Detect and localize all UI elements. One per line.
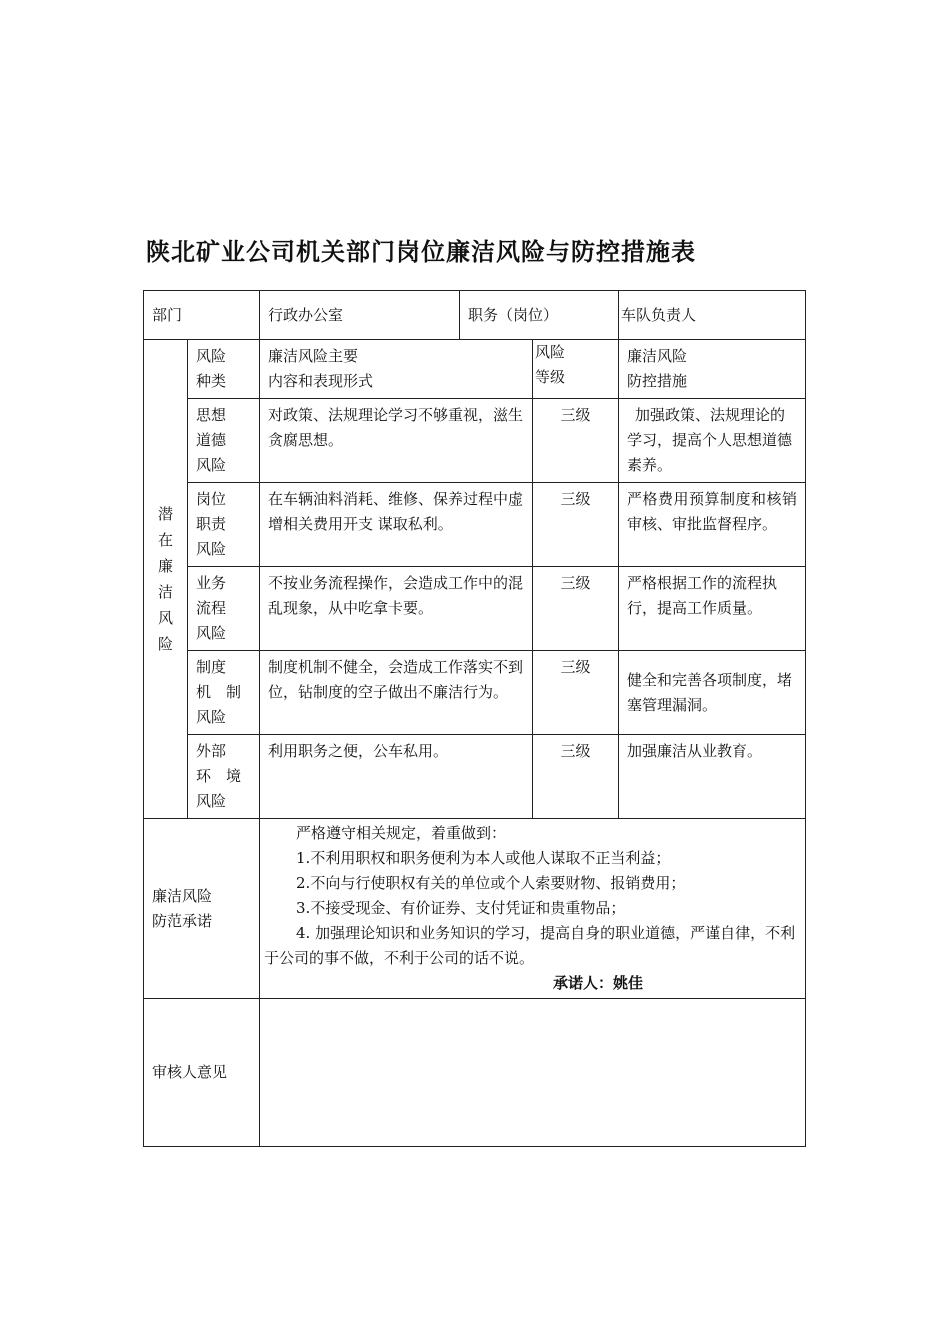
risk-columns-row [144,340,806,399]
col-risk-content: 廉洁风险主要 内容和表现形式 [260,340,533,399]
review-label: 审核人意见 [144,999,260,1147]
review-opinion-field[interactable] [260,999,806,1147]
risk-measure: 加强政策、法规理论的学习，提高个人思想道德素养。 [619,399,806,483]
risk-measure: 健全和完善各项制度，堵塞管理漏洞。 [619,651,806,735]
post-label: 职务（岗位） [460,291,619,340]
risk-type: 外部 环 境 风险 [188,735,260,819]
header-row [144,291,806,340]
risk-type: 业务 流程 风险 [188,567,260,651]
risk-row [144,567,806,651]
dept-label: 部门 [144,291,260,340]
col-risk-type: 风险 种类 [188,340,260,399]
promise-item: 1.不利用职权和职务便利为本人或他人谋取不正当利益； [296,849,671,867]
risk-level: 三级 [533,651,619,735]
risk-row [144,483,806,567]
col-risk-level: 风险 等级 [533,340,619,399]
risk-row [144,651,806,735]
page-title: 陕北矿业公司机关部门岗位廉洁风险与防控措施表 [146,238,696,266]
risk-side-label: 潜 在 廉 洁 风 险 [144,340,188,819]
col-risk-measure: 廉洁风险 防控措施 [619,340,806,399]
dept-value: 行政办公室 [260,291,460,340]
risk-content: 在车辆油料消耗、维修、保养过程中虚增相关费用开支 谋取私利。 [260,483,533,567]
risk-level: 三级 [533,735,619,819]
promise-item: 3.不接受现金、有价证券、支付凭证和贵重物品； [296,899,626,917]
risk-content: 对政策、法规理论学习不够重视，滋生贪腐思想。 [260,399,533,483]
promise-intro: 严格遵守相关规定，着重做到： [296,824,507,842]
risk-type: 思想 道德 风险 [188,399,260,483]
promise-item: 4. 加强理论知识和业务知识的学习，提高自身的职业道德，严谨自律，不利于公司的事不做，不利于公司的话不说。 [264,924,796,967]
risk-measure: 严格费用预算制度和核销审核、审批监督程序。 [619,483,806,567]
risk-type: 制度 机 制 风险 [188,651,260,735]
risk-type: 岗位 职责 风险 [188,483,260,567]
risk-measure: 严格根据工作的流程执行，提高工作质量。 [619,567,806,651]
promise-content [260,819,806,999]
risk-level: 三级 [533,399,619,483]
risk-control-table [143,290,806,1147]
risk-content: 制度机制不健全，会造成工作落实不到位，钻制度的空子做出不廉洁行为。 [260,651,533,735]
risk-content: 不按业务流程操作，会造成工作中的混乱现象，从中吃拿卡要。 [260,567,533,651]
post-value: 车队负责人 [619,291,806,340]
risk-level: 三级 [533,567,619,651]
risk-row [144,399,806,483]
risk-measure: 加强廉洁从业教育。 [619,735,806,819]
review-row [144,999,806,1147]
promise-signer: 承诺人：姚佳 [553,974,644,992]
risk-row [144,735,806,819]
risk-level: 三级 [533,483,619,567]
promise-label: 廉洁风险 防范承诺 [144,819,260,999]
risk-content: 利用职务之便，公车私用。 [260,735,533,819]
promise-item: 2.不向与行使职权有关的单位或个人索要财物、报销费用； [296,874,686,892]
promise-row [144,819,806,999]
